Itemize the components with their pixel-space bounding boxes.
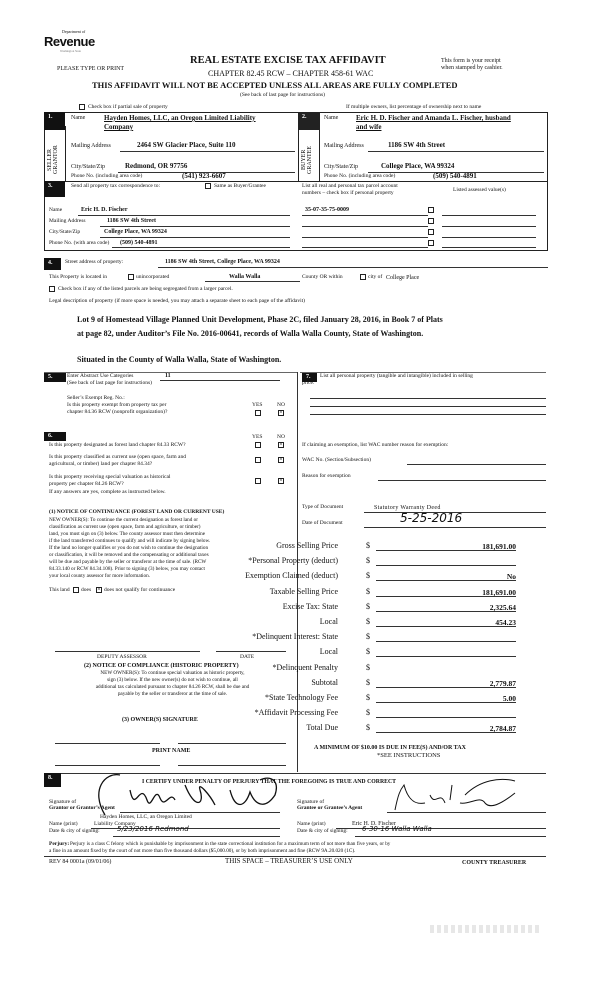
- personal-property-label-2: price.: [302, 380, 315, 386]
- abstract-see-note: (See back of last page for instructions): [67, 380, 152, 386]
- dollar-sign: $: [366, 601, 370, 611]
- fee-label: *Affidavit Processing Fee: [254, 708, 338, 718]
- grantor-date-label: Date & city of signing:: [49, 828, 100, 834]
- assessed-label: Listed assessed value(s): [453, 187, 506, 193]
- dollar-sign: $: [366, 541, 370, 550]
- buyer-city-label: City/State/Zip: [324, 164, 358, 170]
- notice-compliance-text: [55, 670, 290, 698]
- segregated-checkbox[interactable]: [49, 286, 55, 292]
- corr-city-field[interactable]: College Place, WA 99324: [104, 229, 167, 235]
- tax-corr-label: Send all property tax correspondence to:: [71, 183, 161, 189]
- city-of-label: city of: [368, 274, 383, 280]
- county-treasurer-label: COUNTY TREASURER: [462, 860, 527, 866]
- forest-land-question: Is this property designated as forest land chapter 84.33 RCW?: [49, 442, 186, 448]
- notice-compliance-line: sign (3) below. If the new owner(s) do not wish to continue, all: [107, 677, 238, 683]
- personal-property-checkbox-2[interactable]: [428, 218, 434, 224]
- perjury-label: Perjury:: [49, 841, 70, 847]
- buyer-name-label: Name: [324, 115, 339, 121]
- logo-main-text: Revenue: [44, 34, 95, 49]
- section-8-number: 8.: [44, 773, 61, 787]
- dollar-sign: $: [366, 693, 370, 702]
- seller-city-label: City/State/Zip: [71, 164, 105, 170]
- does-not-label: does not qualify for continuance: [104, 587, 176, 593]
- parcel-label-2: numbers – check box if personal property: [302, 190, 394, 196]
- personal-property-checkbox-3[interactable]: [428, 229, 434, 235]
- section-2-number: 2.: [298, 112, 320, 130]
- fee-value-field[interactable]: No: [376, 572, 516, 581]
- dollar-sign: $: [366, 677, 370, 687]
- see-back-note: (See back of last page for instructions): [240, 92, 325, 98]
- notice-compliance-line: additional tax calculated pursuant to chapter 84.26 RCW, shall be due and: [95, 684, 250, 690]
- fee-label: Taxable Selling Price: [269, 586, 338, 596]
- current-use-question: Is this property classified as current use (open space, farm and: [49, 454, 186, 460]
- fee-label: *Delinquent Penalty: [272, 662, 338, 672]
- wac-label: WAC No. (Section/Subsection): [302, 457, 371, 463]
- grantee-sig-label: Signature of: [297, 799, 325, 805]
- fee-value-field[interactable]: [376, 633, 516, 642]
- warning-line: THIS AFFIDAVIT WILL NOT BE ACCEPTED UNLESS ALL AREAS ARE FULLY COMPLETED: [92, 80, 458, 90]
- fee-value-field[interactable]: 2,325.64: [376, 603, 516, 612]
- perjury-text: Perjury is a class C felony which is punishable by imprisonment in the state correctional institution for a maximum term of not more than five years, or by: [70, 841, 391, 847]
- exempt-question-2: chapter 84.36 RCW (nonprofit organization)?: [67, 409, 168, 415]
- personal-property-label: List all personal property (tangible and intangible) included in selling: [320, 373, 473, 379]
- dollar-sign: $: [366, 723, 370, 733]
- grantee-signature: [390, 775, 520, 815]
- yes-header: YES: [252, 402, 263, 408]
- reason-field[interactable]: [378, 480, 546, 481]
- seller-name-label: Name: [71, 115, 86, 121]
- certify-statement: I CERTIFY UNDER PENALTY OF PERJURY THAT THE FOREGOING IS TRUE AND CORRECT: [142, 779, 397, 785]
- exempt-no-checkbox[interactable]: ×: [279, 410, 283, 416]
- buyer-city-field[interactable]: College Place, WA 99324: [381, 162, 455, 170]
- perjury-text-2: a fine in an amount fixed by the court of not more than five thousand dollars ($5,000.00), or by both imprisonment and fine (RCW 9A.20.020 (1C).: [49, 848, 356, 854]
- section-6-number: 6.: [44, 432, 66, 441]
- fee-label: Total Due: [306, 723, 338, 733]
- legal-label: Legal description of property (if more space is needed, you may attach a separate sheet to each page of the affidavit): [49, 298, 305, 304]
- chapter-line: CHAPTER 82.45 RCW – CHAPTER 458-61 WAC: [208, 69, 374, 78]
- grantor-date-field[interactable]: 5/23/2016 Redmond: [117, 825, 189, 833]
- grantor-name-field-2[interactable]: Liability Company: [94, 821, 136, 827]
- fee-label: Subtotal: [311, 677, 338, 687]
- fee-value-field[interactable]: [376, 709, 516, 718]
- notice-continuance-line: If the land no longer qualifies or you do not wish to continue the designation: [49, 545, 209, 551]
- form-title: REAL ESTATE EXCISE TAX AFFIDAVIT: [190, 55, 386, 66]
- abstract-use-label: Enter Abstract Use Categories: [67, 373, 134, 379]
- notice-continuance-line: 84.33.140 or RCW 84.34.108). Prior to signing (3) below, you may contact: [49, 566, 205, 572]
- city-field[interactable]: College Place: [386, 275, 420, 281]
- exempt-yes-checkbox[interactable]: [255, 410, 261, 416]
- county-or-label: County OR within: [302, 274, 343, 280]
- seller-name-cont[interactable]: Company: [104, 123, 134, 131]
- grantor-agent-label: Grantor or Grantor’s Agent: [49, 805, 115, 811]
- fee-label: Excise Tax: State: [282, 601, 338, 611]
- buyer-name-cont[interactable]: and wife: [356, 123, 382, 131]
- fee-label: *State Technology Fee: [264, 693, 338, 702]
- doc-date-field[interactable]: 5-25-2016: [400, 511, 463, 525]
- parcel-label: List all real and personal tax parcel account: [302, 183, 398, 189]
- form-revision: REV 84 0001a (09/01/06): [49, 859, 112, 865]
- dollar-sign: $: [366, 556, 370, 566]
- grantee-date-label: Date & city of signing:: [297, 828, 348, 834]
- historic-no-checkbox[interactable]: ×: [279, 478, 283, 484]
- corr-mail-field[interactable]: 1186 SW 4th Street: [107, 218, 156, 224]
- print-name-label: PRINT NAME: [152, 748, 191, 754]
- dollar-sign: $: [366, 632, 370, 642]
- notice-continuance-title: (1) NOTICE OF CONTINUANCE (FOREST LAND OR CURRENT USE): [49, 509, 225, 515]
- deputy-assessor-label: DEPUTY ASSESSOR: [97, 654, 147, 660]
- grantor-name-label: Name (print): [49, 821, 78, 827]
- unincorporated-label: unincorporated: [136, 274, 170, 280]
- receipt-note-2: when stamped by cashier.: [441, 65, 503, 71]
- grantee-name-label: Name (print): [297, 821, 326, 827]
- historic-question: Is this property receiving special valuation as historical: [49, 474, 171, 480]
- unincorporated-checkbox[interactable]: [128, 274, 134, 280]
- this-land-label: This land: [49, 587, 70, 593]
- abstract-use-field[interactable]: 11: [165, 373, 171, 379]
- no-header: NO: [277, 402, 285, 408]
- same-as-buyer-label: Same as Buyer/Grantee: [214, 183, 266, 189]
- corr-name-label: Name: [49, 207, 63, 213]
- county-field[interactable]: Walla Walla: [229, 274, 261, 280]
- wac-field[interactable]: [407, 464, 546, 465]
- corr-phone-field[interactable]: (509) 540-4891: [120, 240, 158, 246]
- seller-mail-field[interactable]: 2464 SW Glacier Place, Suite 110: [137, 141, 236, 149]
- notice-continuance-line: or classification, it will be removed and the compensating or additional taxes: [49, 552, 209, 558]
- historic-yes-checkbox[interactable]: [255, 478, 261, 484]
- grantee-date-field[interactable]: 6-30-16 Walla Walla: [362, 825, 432, 833]
- section-1-number: 1.: [44, 112, 65, 130]
- legal-description-line-2: at page 82, under Auditor’s File No. 2016-00641, records of Walla Walla County, State of Washington.: [77, 329, 424, 338]
- faint-stamp: [430, 925, 540, 933]
- partial-sale-label: Check box if partial sale of property: [88, 104, 168, 110]
- dollar-sign: $: [366, 586, 370, 596]
- dollar-sign: $: [366, 647, 370, 657]
- no-header-6: NO: [277, 434, 285, 440]
- forest-no-checkbox[interactable]: ×: [279, 442, 283, 448]
- parcel-number-field[interactable]: 35-07-35-75-0009: [305, 207, 349, 213]
- fee-label: Exemption Claimed (deduct): [245, 571, 338, 581]
- fee-value-field[interactable]: [376, 557, 516, 566]
- dollar-sign: $: [366, 571, 370, 581]
- doc-type-field[interactable]: Statutory Warranty Deed: [374, 505, 441, 511]
- yes-header-6: YES: [252, 434, 263, 440]
- logo-sub-text: Washington State: [60, 49, 82, 53]
- forest-yes-checkbox[interactable]: [255, 442, 261, 448]
- legal-description-line-1: Lot 9 of Homestead Village Planned Unit Development, Phase 2C, filed January 28, 2016, in Book 7 of Plats: [77, 315, 443, 324]
- corr-phone-label: Phone No. (with area code): [49, 240, 110, 246]
- seller-phone-label: Phone No. (including area code): [71, 173, 143, 179]
- fee-label: Local: [319, 647, 338, 657]
- treasurer-space-label: THIS SPACE – TREASURER’S USE ONLY: [225, 857, 353, 865]
- does-qualify-checkbox[interactable]: [73, 587, 79, 593]
- fee-value-field[interactable]: 5.00: [376, 694, 516, 703]
- fee-label: Local: [319, 617, 338, 626]
- dollar-sign: $: [366, 662, 370, 672]
- fee-value-field[interactable]: 2,784.87: [376, 724, 516, 733]
- partial-sale-checkbox[interactable]: [79, 104, 85, 110]
- notice-continuance-line: land, you must sign on (3) below. The county assessor must then determine: [49, 531, 206, 537]
- notice-compliance-line: NEW OWNER(S): To continue special valuation as historic property,: [100, 670, 245, 676]
- personal-property-checkbox-1[interactable]: [428, 207, 434, 213]
- fee-label: Gross Selling Price: [276, 541, 338, 550]
- date-label: DATE: [240, 654, 255, 660]
- fee-value-field[interactable]: 2,779.87: [376, 679, 516, 688]
- historic-question-2: property per chapter 84.26 RCW?: [49, 481, 124, 487]
- legal-description-line-3: Situated in the County of Walla Walla, State of Washington.: [77, 355, 282, 364]
- section-5-number: 5.: [44, 373, 66, 382]
- current-use-question-2: agricultural, or timber) land per chapter 84.34?: [49, 461, 153, 467]
- seller-grantor-label: SELLER GRANTOR: [47, 145, 59, 175]
- reason-label: Reason for exemption: [302, 473, 351, 479]
- does-not-qualify-checkbox[interactable]: ×: [97, 587, 101, 593]
- type-print-note: PLEASE TYPE OR PRINT: [57, 66, 125, 72]
- buyer-phone-field[interactable]: (509) 540-4891: [433, 172, 477, 180]
- receipt-note-1: This form is your receipt: [441, 58, 501, 64]
- city-checkbox[interactable]: [360, 274, 366, 280]
- current-use-yes-checkbox[interactable]: [255, 457, 261, 463]
- corr-mail-label: Mailing Address: [49, 218, 86, 224]
- minimum-note: A MINIMUM OF $10.00 IS DUE IN FEE(S) AND/OR TAX: [314, 745, 466, 751]
- corr-name-field[interactable]: Eric H. D. Fischer: [81, 207, 128, 213]
- exempt-reg-label: Seller’s Exempt Reg. No.:: [67, 395, 125, 401]
- does-label: does: [81, 587, 92, 593]
- fee-label: *Delinquent Interest: State: [252, 632, 338, 642]
- exemption-label: If claiming an exemption, list WAC number reason for exemption:: [302, 442, 449, 448]
- doc-date-label: Date of Document: [302, 520, 343, 526]
- same-as-buyer-checkbox[interactable]: [205, 183, 211, 189]
- buyer-mail-field[interactable]: 1186 SW 4th Street: [388, 141, 446, 149]
- grantor-sig-label: Signature of: [49, 799, 77, 805]
- notice-continuance-line: your local county assessor for more information.: [49, 573, 150, 579]
- personal-property-checkbox-4[interactable]: [428, 240, 434, 246]
- grantor-name-field[interactable]: Hayden Homes, LLC, an Oregon Limited: [100, 814, 192, 820]
- street-field[interactable]: 1186 SW 4th Street, College Place, WA 99324: [165, 259, 280, 265]
- seller-city-field[interactable]: Redmond, OR 97756: [125, 162, 188, 170]
- dollar-sign: $: [366, 617, 370, 626]
- buyer-grantee-label: BUYER GRANTEE: [301, 146, 313, 174]
- logo-small-text: Department of: [62, 29, 86, 34]
- section-3-number: 3.: [44, 181, 65, 197]
- answers-note: If any answers are yes, complete as instructed below.: [49, 489, 166, 495]
- multiple-owners-note: If multiple owners, list percentage of ownership next to name: [346, 104, 482, 110]
- buyer-mail-label: Mailing Address: [324, 143, 364, 149]
- grantee-agent-label: Grantee or Grantee’s Agent: [297, 805, 363, 811]
- notice-continuance-line: classification as current use (open space, farm and agriculture, or timber): [49, 524, 201, 530]
- owner-signature-label: (3) OWNER(S) SIGNATURE: [122, 717, 198, 723]
- seller-mail-label: Mailing Address: [71, 143, 111, 149]
- seller-name[interactable]: Hayden Homes, LLC, an Oregon Limited Liability: [104, 114, 256, 122]
- buyer-name[interactable]: Eric H. D. Fischer and Amanda L. Fischer, husband: [356, 114, 511, 122]
- fee-value-field[interactable]: 181,691.00: [376, 588, 516, 597]
- dollar-sign: $: [366, 708, 370, 718]
- fee-label: *Personal Property (deduct): [248, 556, 338, 566]
- located-label: This Property is located in: [49, 274, 108, 280]
- corr-city-label: City/State/Zip: [49, 229, 81, 235]
- section-7-number: 7.: [302, 373, 317, 382]
- current-use-no-checkbox[interactable]: ×: [279, 457, 283, 463]
- notice-compliance-line: payable by the seller or transferor at the time of sale.: [117, 691, 228, 697]
- buyer-phone-label: Phone No. (including area code): [324, 173, 396, 179]
- grantee-name-field[interactable]: Eric H. D. Fischer: [352, 821, 396, 827]
- section-4-number: 4.: [44, 258, 61, 270]
- fee-value-field[interactable]: [376, 648, 516, 657]
- grantor-signature: [85, 770, 285, 818]
- fee-value-field[interactable]: 454.23: [376, 618, 516, 627]
- street-label: Street address of property:: [65, 259, 124, 265]
- segregated-label: Check box if any of the listed parcels are being segregated from a larger parcel.: [58, 286, 233, 292]
- seller-phone-field[interactable]: (541) 923-6607: [182, 172, 226, 180]
- doc-type-label: Type of Document: [302, 504, 344, 510]
- notice-compliance-title: (2) NOTICE OF COMPLIANCE (HISTORIC PROPERTY): [84, 663, 239, 669]
- notice-continuance-line: if the land transferred continues to qualify and will indicate by signing below.: [49, 538, 211, 544]
- fee-value-field[interactable]: 181,691.00: [376, 542, 516, 551]
- exempt-question: Is this property exempt from property tax per: [67, 402, 167, 408]
- notice-continuance-line: will be due and payable by the seller or transferor at the time of sale. (RCW: [49, 559, 207, 565]
- notice-continuance-line: NEW OWNER(S): To continue the current designation as forest land or: [49, 517, 198, 523]
- see-instructions-note: *SEE INSTRUCTIONS: [377, 752, 441, 759]
